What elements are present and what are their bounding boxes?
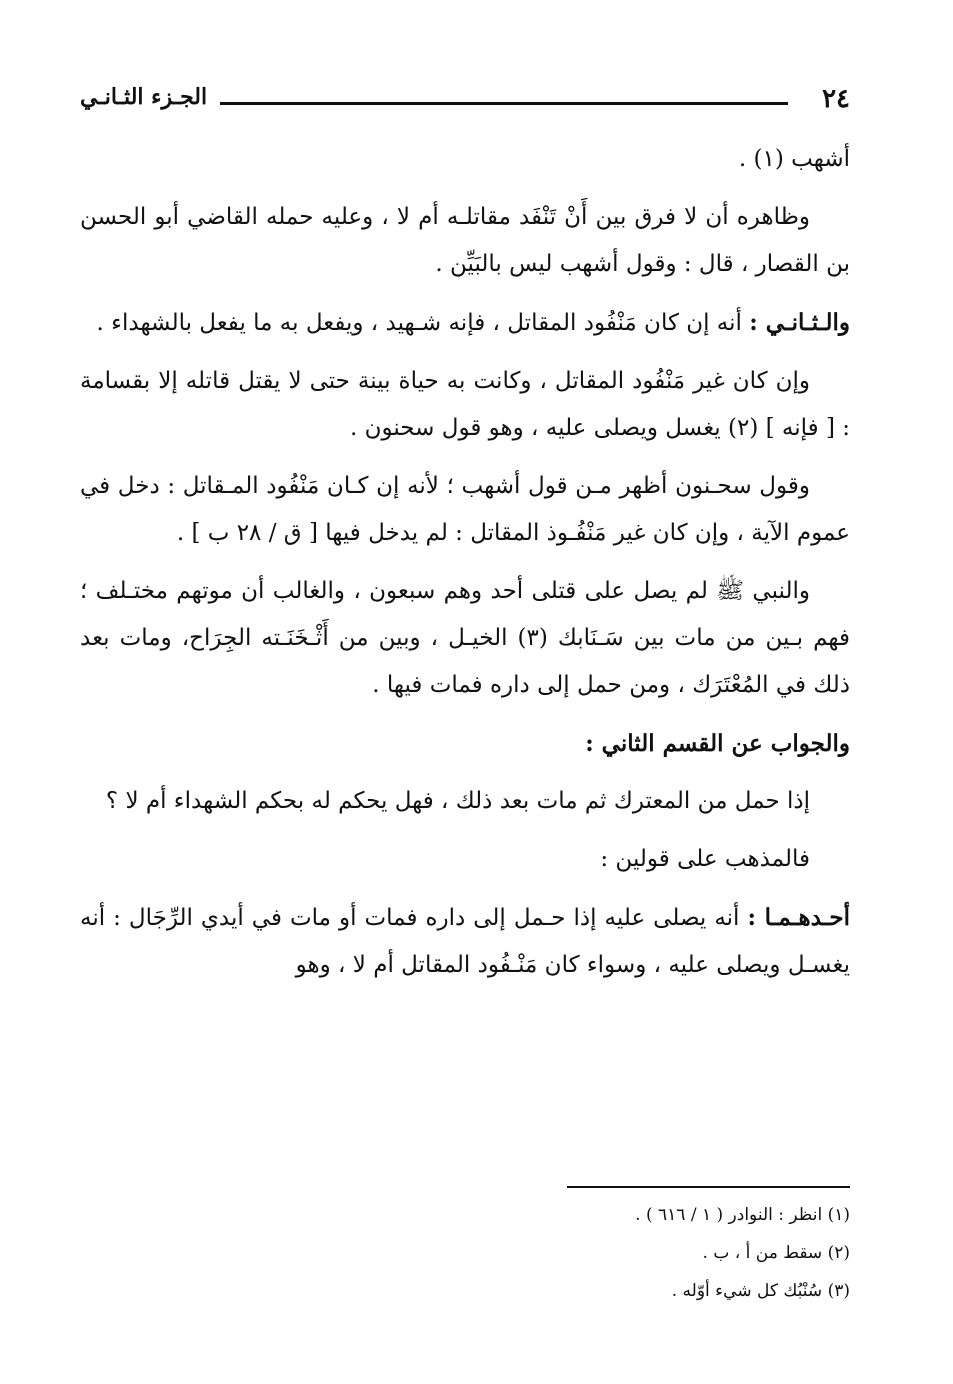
paragraph	[80, 299, 850, 347]
paragraph: وظاهره أن لا فرق بين أَنْ تَنْفَد مقاتلـه أم لا ، وعليه حمله القاضي أبو الحسن بن القصار ، قال : وقول أشهب ليس بالبَيِّن .	[80, 204, 850, 277]
paragraph-lead: أحـدهـمـا :	[747, 904, 850, 931]
footnotes	[150, 1196, 850, 1310]
paragraph: والنبي ﷺ لم يصل على قتلى أحد وهم سبعون ، والغالب أن موتهم مختـلف ؛ فهم بـين من مات بين سَـنَابك (٣) الخيـل ، وبين من أَثْـخَنَـته الجِرَاح، ومات بعد ذلك في المُعْتَرَك ، ومن حمل إلى داره فمات فيها .	[80, 578, 850, 698]
footnote: (١) انظر : النوادر ( ١ / ٦١٦ ) .	[635, 1205, 850, 1225]
footnote-separator	[567, 1186, 850, 1188]
paragraph-text: أنه إن كان مَنْفُود المقاتل ، فإنه شـهيد ، ويفعل به ما يفعل بالشهداء .	[96, 310, 742, 336]
running-title: الجـزء الثـانـي	[80, 84, 208, 110]
paragraph: إذا حمل من المعترك ثم مات بعد ذلك ، فهل يحكم له بحكم الشهداء أم لا ؟	[105, 788, 810, 814]
paragraph: وإن كان غير مَنْفُود المقاتل ، وكانت به حياة بينة حتى لا يقتل قاتله إلا بقسامة : [ فإنه ] (٢) يغسل ويصلى عليه ، وهو قول سحنون .	[80, 368, 850, 441]
section-heading: والجواب عن القسم الثاني :	[585, 730, 850, 757]
page-header	[80, 84, 850, 124]
footnote: (٣) سُنْبُك كل شيء أوّله .	[671, 1281, 850, 1301]
header-rule	[220, 102, 788, 105]
paragraph: فالمذهب على قولين :	[600, 846, 810, 872]
paragraph-text: أنه يصلى عليه إذا حـمل إلى داره فمات أو مات في أيدي الرِّجَال : أنه يغسـل ويصلى عليه ، وسواء كان مَنْـفُود المقاتل أم لا ، وهو	[80, 905, 850, 978]
footnote: (٢) سقط من أ ، ب .	[702, 1243, 850, 1263]
page-number: ٢٤	[822, 84, 850, 114]
paragraph: أشهب (١) .	[738, 146, 850, 172]
paragraph	[80, 894, 850, 989]
paragraph-lead: والـثـانـي :	[749, 309, 850, 336]
main-text	[80, 136, 850, 1000]
paragraph: وقول سحـنون أظهر مـن قول أشهب ؛ لأنه إن كـان مَنْفُود المـقاتل : دخل في عموم الآية ، وإن كان غير مَنْفُـوذ المقاتل : لم يدخل فيها [ ق / ٢٨ ب ] .	[80, 473, 850, 546]
